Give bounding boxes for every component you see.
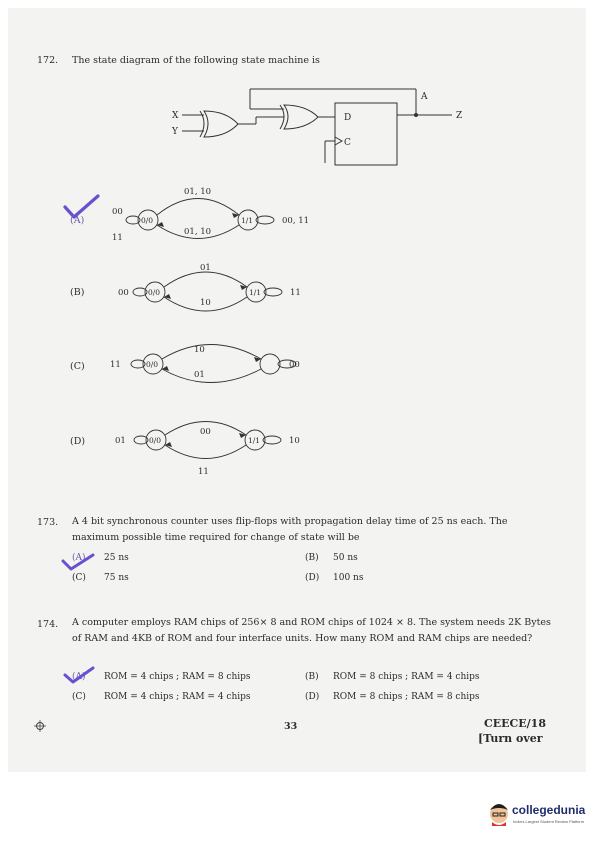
q174-option-c-label: (C) <box>72 692 86 702</box>
option-d-right-label: 10 <box>289 436 300 446</box>
circuit-y-label: Y <box>172 127 178 137</box>
q174-option-a-label: (A) <box>72 672 86 682</box>
q173-text: A 4 bit synchronous counter uses flip-flops with propagation delay time of 25 ns each. The maximum possible time required for change of state will be <box>72 516 508 543</box>
q172-option-a-diagram <box>60 180 350 250</box>
q174-number: 174. <box>37 619 59 630</box>
q172-option-d-label: (D) <box>70 436 86 447</box>
q173-option-a-label: (A) <box>72 553 86 563</box>
page-number: 33 <box>284 721 298 732</box>
q172-text: The state diagram of the following state machine is <box>72 55 320 66</box>
circuit-c-label: C <box>344 138 351 148</box>
option-d-state1: 1/1 <box>248 436 261 445</box>
collegedunia-logo-icon <box>488 800 510 826</box>
option-b-state0: 0/0 <box>148 288 161 297</box>
q172-option-a-label: (A) <box>70 215 85 226</box>
q174-option-b-label: (B) <box>305 672 319 682</box>
q174-option-a-value: ROM = 4 chips ; RAM = 8 chips <box>104 672 251 682</box>
q172-option-b-label: (B) <box>70 287 85 298</box>
option-b-bottom-label: 10 <box>200 298 211 308</box>
logo-name: collegedunia <box>512 803 586 817</box>
circuit-x-label: X <box>172 111 179 121</box>
circuit-z-label: Z <box>456 111 463 121</box>
option-a-left-label2: 11 <box>112 233 123 243</box>
option-a-top-label: 01, 10 <box>184 187 212 197</box>
option-c-state0: 0/0 <box>146 360 159 369</box>
q172-option-c-label: (C) <box>70 361 85 372</box>
option-a-right-label: 00, 11 <box>282 216 310 226</box>
option-b-right-label: 11 <box>290 288 301 298</box>
q174-option-d-label: (D) <box>305 692 320 702</box>
q173-option-c-label: (C) <box>72 573 86 583</box>
q173-option-a-value: 25 ns <box>104 553 129 563</box>
q174-option-d-value: ROM = 8 chips ; RAM = 8 chips <box>333 692 480 702</box>
option-a-left-label: 00 <box>112 207 123 217</box>
option-d-state0: 0/0 <box>149 436 162 445</box>
q172-circuit-diagram <box>160 85 480 175</box>
q172-option-b-diagram <box>60 255 350 325</box>
option-d-bottom-label: 11 <box>198 467 209 477</box>
option-c-bottom-label: 01 <box>194 370 205 380</box>
option-c-left-label: 11 <box>110 360 121 370</box>
option-b-top-label: 01 <box>200 263 211 273</box>
option-d-top-label: 00 <box>200 427 211 437</box>
option-b-left-label: 00 <box>118 288 129 298</box>
q172-option-c-diagram <box>60 330 350 400</box>
q174-text: A computer employs RAM chips of 256× 8 and ROM chips of 1024 × 8. The system needs 2K Bytes of RAM and 4KB of ROM and four interface units. How many ROM and RAM chips are needed? <box>72 617 551 644</box>
q173-option-c-value: 75 ns <box>104 573 129 583</box>
q173-option-d-value: 100 ns <box>333 573 364 583</box>
option-b-state1: 1/1 <box>249 288 262 297</box>
registration-mark-icon <box>34 720 46 732</box>
q174-option-c-value: ROM = 4 chips ; RAM = 4 chips <box>104 692 251 702</box>
circuit-d-label: D <box>344 113 352 123</box>
option-c-top-label: 10 <box>194 345 205 355</box>
q174-option-b-value: ROM = 8 chips ; RAM = 4 chips <box>333 672 480 682</box>
checkmark-q173-icon <box>60 552 96 572</box>
exam-code: CEECE/18 <box>484 717 546 730</box>
option-c-right-label: 00 <box>289 360 300 370</box>
checkmark-q174-icon <box>62 665 96 685</box>
q173-option-b-label: (B) <box>305 553 319 563</box>
circuit-a-label: A <box>421 92 428 102</box>
turn-over-text: [Turn over <box>478 732 543 745</box>
option-a-state0: 0/0 <box>141 216 154 225</box>
q172-number: 172. <box>37 55 59 66</box>
option-a-state1: 1/1 <box>241 216 254 225</box>
logo-tagline: India's Largest Student Review Platform <box>513 819 585 824</box>
q173-option-b-value: 50 ns <box>333 553 358 563</box>
option-a-bottom-label: 01, 10 <box>184 227 212 237</box>
option-d-left-label: 01 <box>115 436 126 446</box>
q173-option-d-label: (D) <box>305 573 320 583</box>
checkmark-q172-icon <box>62 193 102 221</box>
q172-option-d-diagram <box>60 408 350 483</box>
q173-number: 173. <box>37 517 59 528</box>
